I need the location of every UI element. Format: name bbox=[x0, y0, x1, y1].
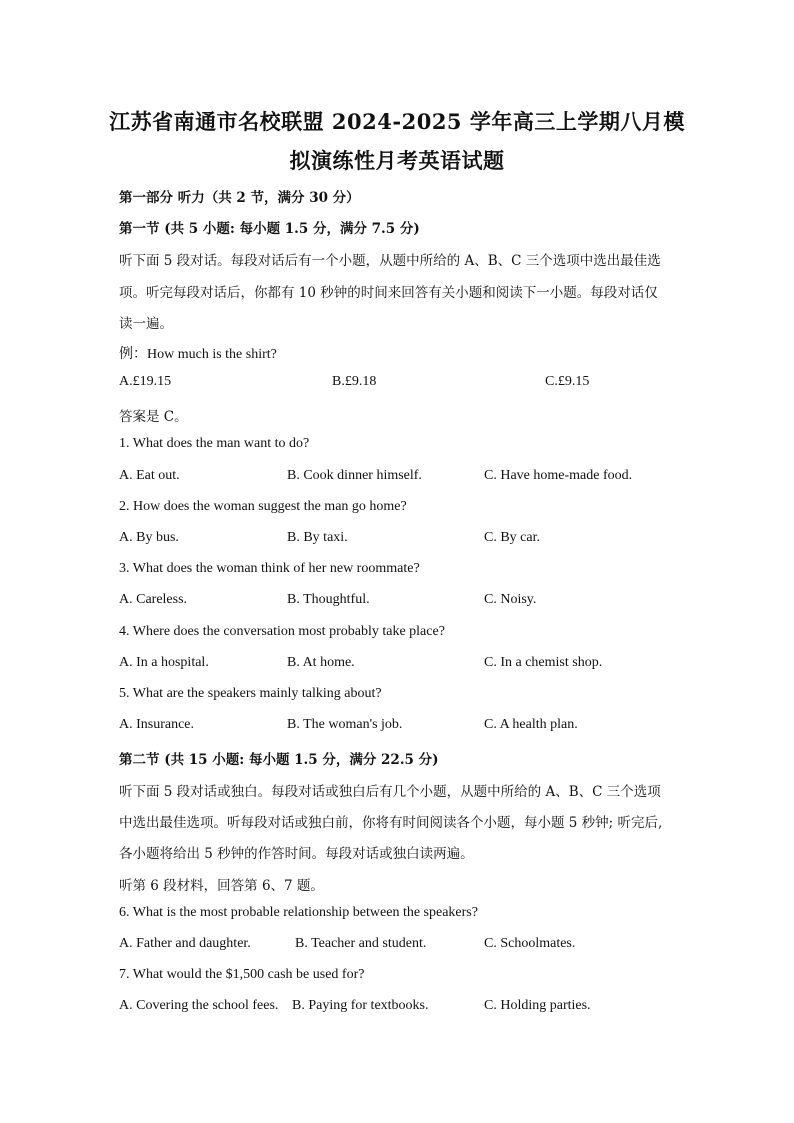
example-answer: 答案是 C。 bbox=[119, 409, 188, 425]
question-7: 7. What would the $1,500 cash be used for? bbox=[119, 967, 365, 982]
question-1: 1. What does the man want to do? bbox=[119, 436, 310, 451]
question-6-option-b: B. Teacher and student. bbox=[295, 936, 427, 951]
question-5: 5. What are the speakers mainly talking about? bbox=[119, 686, 382, 701]
section-one-heading: 第一节 (共 5 小题: 每小题 1.5 分，满分 7.5 分) bbox=[119, 221, 420, 237]
exam-title-line-1: 江苏省南通市名校联盟 2024-2025 学年高三上学期八月模 bbox=[109, 109, 685, 134]
question-4-option-c: C. In a chemist shop. bbox=[484, 655, 603, 670]
section-two-instruction-line-1: 听下面 5 段对话或独白。每段对话或独白后有几个小题，从题中所给的 A、B、C 三个选项 bbox=[119, 784, 661, 800]
question-3-option-a: A. Careless. bbox=[119, 592, 188, 607]
question-6-option-c: C. Schoolmates. bbox=[484, 936, 576, 951]
question-7-option-a: A. Covering the school fees. bbox=[119, 998, 279, 1013]
question-2: 2. How does the woman suggest the man go home? bbox=[119, 499, 407, 514]
section-two-heading: 第二节 (共 15 小题: 每小题 1.5 分，满分 22.5 分) bbox=[119, 752, 439, 768]
question-6: 6. What is the most probable relationship between the speakers? bbox=[119, 905, 478, 920]
question-4: 4. Where does the conversation most probably take place? bbox=[119, 624, 445, 639]
question-4-option-b: B. At home. bbox=[287, 655, 355, 670]
example-question: 例：How much is the shirt? bbox=[119, 347, 277, 362]
question-1-option-c: C. Have home-made food. bbox=[484, 468, 633, 483]
question-3-option-b: B. Thoughtful. bbox=[287, 592, 370, 607]
question-3: 3. What does the woman think of her new roommate? bbox=[119, 561, 420, 576]
question-3-option-c: C. Noisy. bbox=[484, 592, 537, 607]
question-1-option-b: B. Cook dinner himself. bbox=[287, 468, 422, 483]
example-option-c: C.£9.15 bbox=[545, 374, 590, 389]
question-2-option-a: A. By bus. bbox=[119, 530, 179, 545]
question-2-option-c: C. By car. bbox=[484, 530, 540, 545]
material-six-prompt: 听第 6 段材料，回答第 6、7 题。 bbox=[119, 878, 324, 894]
part-one-heading: 第一部分 听力（共 2 节，满分 30 分） bbox=[119, 190, 360, 206]
question-7-option-b: B. Paying for textbooks. bbox=[292, 998, 429, 1013]
question-5-option-b: B. The woman's job. bbox=[287, 717, 403, 732]
example-option-b: B.£9.18 bbox=[332, 374, 377, 389]
section-two-instruction-line-2: 中选出最佳选项。听每段对话或独白前，你将有时间阅读各个小题，每小题 5 秒钟; 听完后, bbox=[119, 815, 663, 831]
exam-title-line-2: 拟演练性月考英语试题 bbox=[289, 148, 505, 173]
example-option-a: A.£19.15 bbox=[119, 374, 172, 389]
question-7-option-c: C. Holding parties. bbox=[484, 998, 591, 1013]
section-one-instruction-line-2: 项。听完每段对话后，你都有 10 秒钟的时间来回答有关小题和阅读下一小题。每段对话仅 bbox=[119, 285, 658, 301]
section-one-instruction-line-1: 听下面 5 段对话。每段对话后有一个小题，从题中所给的 A、B、C 三个选项中选出最佳选 bbox=[119, 253, 661, 269]
question-2-option-b: B. By taxi. bbox=[287, 530, 348, 545]
question-4-option-a: A. In a hospital. bbox=[119, 655, 209, 670]
question-5-option-a: A. Insurance. bbox=[119, 717, 195, 732]
question-5-option-c: C. A health plan. bbox=[484, 717, 578, 732]
question-6-option-a: A. Father and daughter. bbox=[119, 936, 251, 951]
section-two-instruction-line-3: 各小题将给出 5 秒钟的作答时间。每段对话或独白读两遍。 bbox=[119, 846, 474, 862]
section-one-instruction-line-3: 读一遍。 bbox=[119, 316, 173, 332]
question-1-option-a: A. Eat out. bbox=[119, 468, 180, 483]
